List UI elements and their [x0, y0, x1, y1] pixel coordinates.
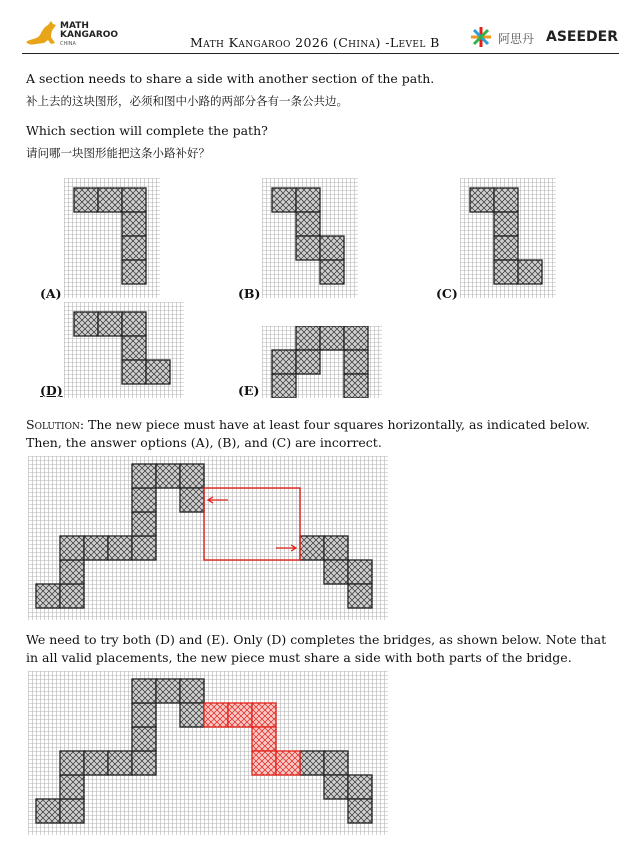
option-cell: [470, 188, 494, 212]
option-cell: [494, 236, 518, 260]
path-cell: [132, 679, 156, 703]
path-cell: [60, 751, 84, 775]
option-cell: [296, 212, 320, 236]
option-cell: [494, 260, 518, 284]
path-cell: [300, 751, 324, 775]
option-cell: [272, 188, 296, 212]
path-cell: [36, 584, 60, 608]
problem-line1-en: A section needs to share a side with another section of the path.: [26, 71, 435, 86]
new-piece-cell: [252, 751, 276, 775]
option-cell: [74, 188, 98, 212]
path-cell: [132, 464, 156, 488]
option-c-label: (C): [436, 286, 458, 301]
option-cell: [98, 312, 122, 336]
page-header-title: Math Kangaroo 2026 (China) -Level B: [190, 35, 440, 50]
sponsor-en-name: ASEEDER: [546, 29, 619, 45]
math-kangaroo-logo: [24, 18, 124, 48]
option-cell: [296, 188, 320, 212]
path-cell: [36, 799, 60, 823]
option-cell: [344, 350, 368, 374]
option-d-figure: [64, 302, 184, 398]
path-cell: [60, 536, 84, 560]
sponsor-cn-name: 阿思丹: [498, 32, 535, 46]
problem-line2-cn: 请问哪一块图形能把这条小路补好？: [26, 146, 210, 160]
option-cell: [296, 236, 320, 260]
option-cell: [122, 188, 146, 212]
path-cell: [108, 751, 132, 775]
option-cell: [74, 312, 98, 336]
new-piece-cell: [252, 727, 276, 751]
option-cell: [494, 188, 518, 212]
option-cell: [122, 336, 146, 360]
path-cell: [132, 512, 156, 536]
path-cell: [84, 536, 108, 560]
arrow-left-icon: [208, 497, 228, 503]
option-a-figure: [64, 178, 160, 298]
option-e-figure: [262, 326, 382, 398]
new-piece-cell: [252, 703, 276, 727]
option-c-figure: [460, 178, 556, 298]
path-cell: [60, 560, 84, 584]
completed-path-figure: [28, 671, 388, 835]
option-cell: [146, 360, 170, 384]
option-cell: [272, 350, 296, 374]
path-cell: [324, 751, 348, 775]
option-cell: [320, 326, 344, 350]
solution-text-1-body: The new piece must have at least four squares horizontally, as indicated below. Then, the answer options (A), (B), and (C) are incorrect.: [26, 417, 590, 450]
option-cell: [122, 236, 146, 260]
option-cell: [122, 360, 146, 384]
logo-line3: CHINA: [60, 41, 76, 47]
path-cell: [156, 679, 180, 703]
path-cell: [348, 799, 372, 823]
option-b-label: (B): [238, 286, 261, 301]
option-cell: [296, 326, 320, 350]
option-cell: [296, 350, 320, 374]
path-cell: [132, 727, 156, 751]
header-divider: [22, 53, 619, 54]
arrow-right-icon: [276, 545, 296, 551]
path-cell: [132, 488, 156, 512]
path-cell: [84, 751, 108, 775]
problem-line1-cn: 补上去的这块图形，必须和图中小路的两部分各有一条公共边。: [26, 94, 348, 108]
path-gap-figure: [28, 456, 388, 620]
path-cell: [60, 799, 84, 823]
path-cell: [60, 584, 84, 608]
option-cell: [320, 236, 344, 260]
gap-outline: [204, 488, 300, 560]
option-e-label: (E): [238, 383, 260, 398]
new-piece-cell: [276, 751, 300, 775]
path-cell: [180, 703, 204, 727]
option-cell: [344, 326, 368, 350]
path-cell: [324, 536, 348, 560]
option-cell: [122, 312, 146, 336]
logo-line1: MATH: [60, 21, 89, 31]
option-cell: [122, 260, 146, 284]
option-cell: [272, 374, 296, 398]
path-cell: [324, 775, 348, 799]
new-piece-cell: [204, 703, 228, 727]
option-cell: [122, 212, 146, 236]
path-cell: [180, 488, 204, 512]
option-cell: [344, 374, 368, 398]
new-piece-cell: [228, 703, 252, 727]
path-cell: [60, 775, 84, 799]
path-cell: [324, 560, 348, 584]
path-cell: [180, 464, 204, 488]
kangaroo-logo-icon: [24, 18, 60, 48]
path-cell: [180, 679, 204, 703]
logo-line2: KANGAROO: [60, 30, 119, 40]
solution-prefix: Solution:: [26, 417, 85, 432]
option-cell: [98, 188, 122, 212]
path-cell: [132, 703, 156, 727]
path-cell: [348, 584, 372, 608]
path-cell: [300, 536, 324, 560]
option-cell: [320, 260, 344, 284]
solution-text-2: We need to try both (D) and (E). Only (D) completes the bridges, as shown below. Note that in all valid placements, the new piece must share a side with both parts of the bridge.: [26, 632, 607, 665]
path-cell: [132, 751, 156, 775]
path-cell: [348, 775, 372, 799]
option-cell: [518, 260, 542, 284]
option-d-label: (D): [40, 383, 63, 398]
option-cell: [494, 212, 518, 236]
path-cell: [348, 560, 372, 584]
option-b-figure: [262, 178, 358, 298]
path-cell: [132, 536, 156, 560]
solution-text-1: [26, 416, 622, 452]
option-a-label: (A): [40, 286, 62, 301]
aseeder-logo: [470, 26, 620, 50]
path-cell: [108, 536, 132, 560]
problem-line2-en: Which section will complete the path?: [26, 123, 268, 138]
aseeder-star-icon: [470, 26, 492, 48]
path-cell: [156, 464, 180, 488]
